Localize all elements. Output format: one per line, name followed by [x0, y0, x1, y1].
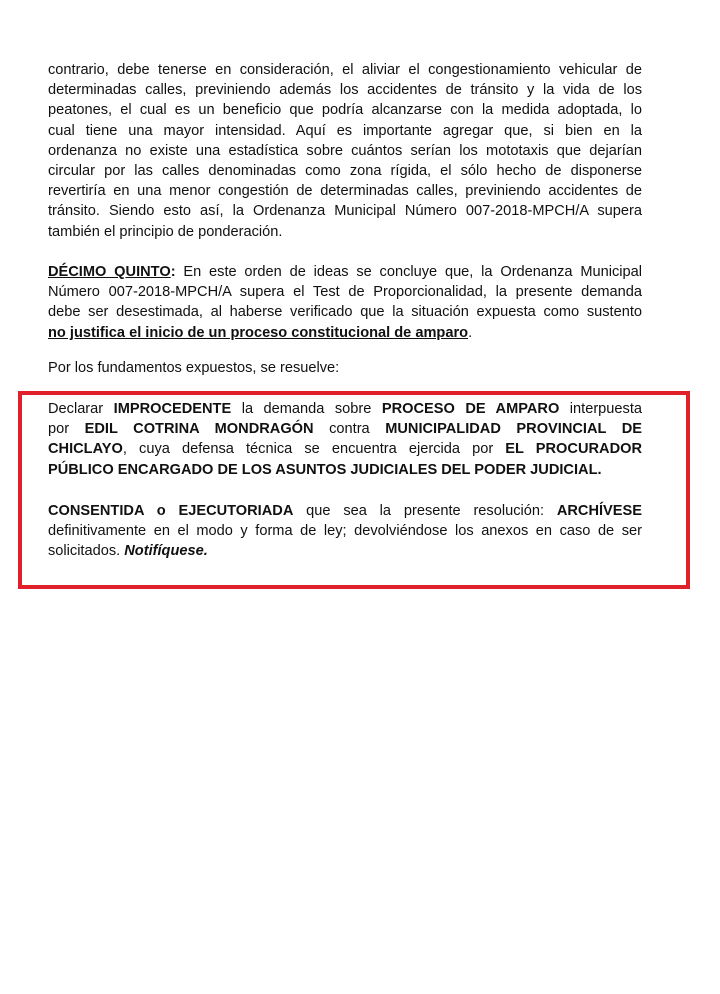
text-line	[48, 541, 642, 561]
text-line	[48, 262, 642, 282]
text-line	[48, 439, 642, 459]
text-segment: por	[48, 421, 85, 438]
text-segment: Declarar	[48, 401, 114, 417]
text-segment: En este orden de ideas se concluye que, la Ordenanza Municipal	[175, 264, 643, 280]
text-segment: interpuesta	[559, 401, 642, 417]
paragraph-resolucion-archivese	[48, 501, 642, 562]
text-line: ordenanza no existe una estadística sobre cuántos serían los mototaxis que dejarían	[48, 142, 642, 159]
paragraph-resolucion-declarar	[48, 399, 642, 480]
text-segment: la demanda sobre	[231, 401, 382, 417]
plaintiff-name: EDIL COTRINA MONDRAGÓN	[84, 421, 314, 438]
text-line: determinadas calles, previniendo además los accidentes de tránsito y la vida de los	[48, 82, 642, 99]
text-line: definitivamente en el modo y forma de ley; devolviéndose los anexos en caso de ser	[48, 523, 642, 540]
text-line	[48, 323, 642, 343]
text-line: Número 007-2018-MPCH/A supera el Test de Proporcionalidad, la presente demanda	[48, 284, 642, 301]
text-segment: contra	[313, 421, 386, 438]
text-line	[48, 501, 642, 521]
text-line: también el principio de ponderación.	[48, 223, 283, 240]
text-line: cual tiene una mayor intensidad. Aquí es importante agregar que, si bien en la	[48, 122, 642, 139]
text-line: revertiría en una menor congestión de determinadas calles, previniendo accidentes de	[48, 183, 642, 200]
text-line	[48, 419, 642, 439]
consentida-label: CONSENTIDA o EJECUTORIADA	[48, 503, 294, 519]
defendant-name: MUNICIPALIDAD PROVINCIAL DE	[385, 421, 642, 438]
procurador: EL PROCURADOR	[505, 441, 642, 458]
procurador-cont: PÚBLICO ENCARGADO DE LOS ASUNTOS JUDICIALES DEL PODER JUDICIAL.	[48, 461, 602, 478]
paragraph-ponderacion	[48, 60, 642, 242]
text-segment: , cuya defensa técnica se encuentra ejercida por	[122, 441, 506, 458]
text-line: debe ser desestimada, al haberse verificado que la situación expuesta como sustento	[48, 304, 642, 321]
section-heading: DÉCIMO QUINTO	[48, 264, 171, 280]
heading-colon: :	[170, 264, 176, 280]
text-line	[48, 399, 642, 419]
notifiquese-label: Notifíquese.	[124, 543, 208, 560]
text-line: circular por las calles denominadas como zona rígida, el sólo hecho de disponerse	[48, 163, 642, 180]
paragraph-decimo-quinto	[48, 262, 642, 343]
case-type: PROCESO DE AMPARO	[381, 401, 560, 417]
text-segment: .	[468, 324, 473, 341]
archivese-label: ARCHÍVESE	[556, 503, 642, 519]
text-line	[48, 460, 642, 480]
text-line: tránsito. Siendo esto así, la Ordenanza Municipal Número 007-2018-MPCH/A supera	[48, 203, 642, 220]
emphasis-conclusion: no justifica el inicio de un proceso constitucional de amparo	[48, 324, 469, 341]
defendant-name-cont: CHICLAYO	[48, 441, 123, 458]
text-line: peatones, el cual es un beneficio que podría alcanzarse con la medida adoptada, lo	[48, 102, 642, 119]
ruling-improcedente: IMPROCEDENTE	[113, 401, 232, 417]
text-segment: solicitados.	[48, 543, 125, 560]
text-line: contrario, debe tenerse en consideración, el aliviar el congestionamiento vehicular de	[48, 62, 642, 78]
text-line: Por los fundamentos expuestos, se resuelve:	[48, 360, 340, 376]
paragraph-fundamentos	[48, 358, 642, 378]
text-segment: que sea la presente resolución:	[293, 503, 557, 519]
